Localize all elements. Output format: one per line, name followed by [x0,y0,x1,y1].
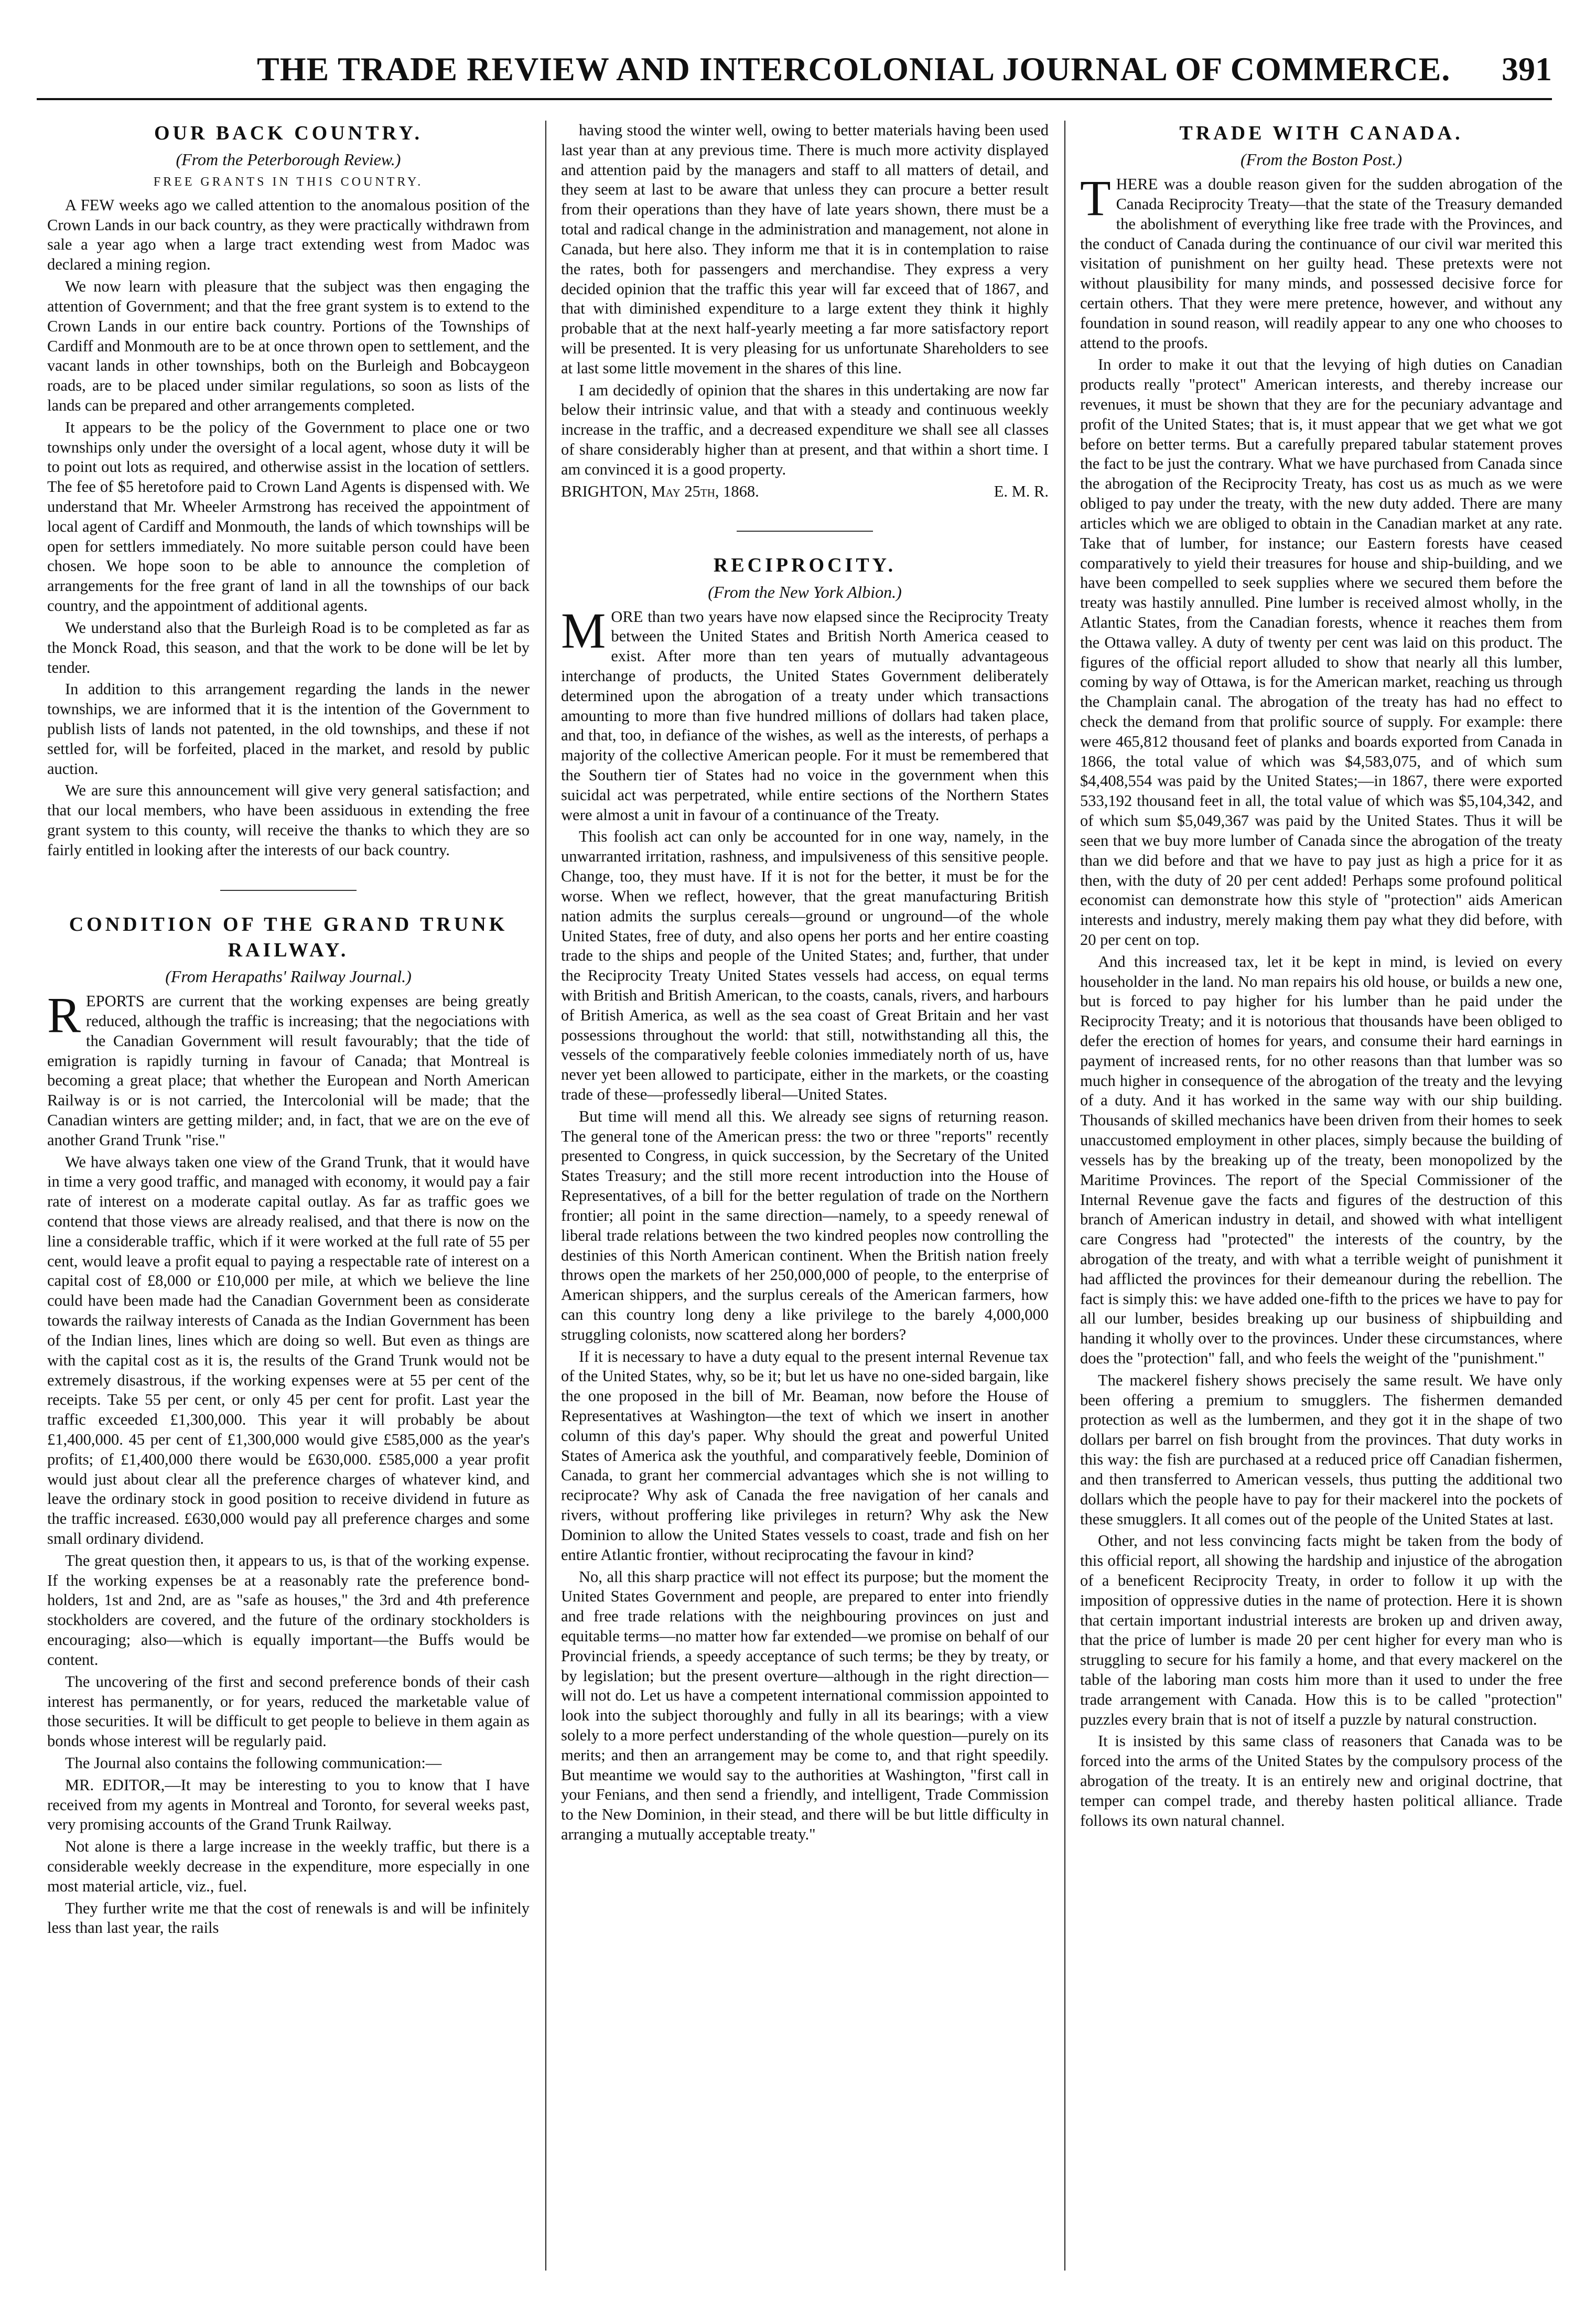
paragraph: No, all this sharp practice will not effect its purpose; but the moment the United States Government and people, are prepared to enter into friendly and free trade relations with the neighbouring provinces on just and equitable terms—no matter how far extended—we promise on behalf of our Provincial friends, a speedy acceptance of such terms; be they by treaty, or by legislation; but the present overture—although in the right direction—will not do. Let us have a competent international commission appointed to look into the subject thoroughly and fully in all its bearings; with a view solely to a more perfect understanding of the whole question—purely on its merits; and then an arrangement may be come to, and that right speedily. But meantime we would say to the authorities at Washington, "first call in your Fenians, and then send a friendly, and intelligent, Trade Commission to the New Dominion, in their stead, and there will be but little difficulty in arranging a mutually acceptable treaty." [561,1567,1049,1844]
article-source: (From the Peterborough Review.) [176,150,401,169]
article-separator [220,890,357,891]
journal-title: THE TRADE REVIEW AND INTERCOLONIAL JOURNAL OF COMMERCE. [257,50,1451,88]
paragraph: having stood the winter well, owing to better materials having been used last year than at any previous time. There is much more activity displayed and attention paid by the managers and staff to all matters of detail, and they seem at last to be aware that unless they can procure a better result from their operations than they have of late years shown, there must be a total and radical change in the administration and management, not alone in Canada, but here also. They inform me that it is in contemplation to raise the rates, both for passengers and merchandise. They express a very decided opinion that the traffic this year will far exceed that of 1867, and that with diminished expenditure to a large extent they think it highly probable that at the next half-yearly meeting a far more satisfactory report will be presented. It is very pleasing for us unfortunate Shareholders to see at last some little movement in the shares of this line. [561,121,1049,377]
article-separator [737,531,873,532]
header-rule [37,98,1552,100]
paragraph: I am decidedly of opinion that the shares in this undertaking are now far below their intrinsic value, and that with a steady and continuous weekly increase in the traffic, and a decreased expenditure we shall see all classes of share considerably higher than at present, and that within a short time. I am convinced it is a good property. [561,381,1049,478]
paragraph: It appears to be the policy of the Government to place one or two townships only under the oversight of a local agent, whose duty it will be to point out lots as required, and otherwise assist in the location of settlers. The fee of $5 heretofore paid to Crown Land Agents is dispensed with. We understand that Mr. Wheeler Armstrong has received the appointment of local agent of Cardiff and Monmouth, the lands of which townships will be open for settlers immediately. No more suitable person could have been chosen. We hope soon to be able to announce the completion of arrangements for the free grant of land in all the townships of our back country, and the appointment of additional agents. [47,418,530,615]
paragraph-text: HERE was a double reason given for the sudden abrogation of the Canada Reciprocity Treaty—that the state of the Treasury demanded the abolishment of everything like free trade with the Provinces, and the conduct of Canada during the continuance of our civil war merited this visitation of punishment on her guilty head. These pretexts were not without plausibility for many minds, and possessed decisive force for certain others. That they were mere pretence, however, and without any foundation in sound reason, will readily appear to any one who chooses to attend to the proofs. [1080,175,1562,352]
paragraph [1080,170,1562,353]
article [1080,121,1562,1831]
paragraph: A FEW weeks ago we called attention to the anomalous position of the Crown Lands in our back country, as they were practically withdrawn from sale a year ago when a large tract extending west from Madoc was declared a mining region. [47,196,530,274]
article [561,121,1049,501]
paragraph: In order to make it out that the levying of high duties on Canadian products really "protect" American interests, and thereby increase our revenues, it must be shown that they are for the pecuniary advantage and profit of the United States; that is, it must appear that we get what we got before on better terms. But a carefully prepared tabular statement proves the fact to be just the contrary. What we have purchased from Canada since the abrogation of the Reciprocity Treaty, has cost us as much as we were obliged to pay under the treaty, with the new duty added. There are many articles which we are obliged to obtain in the Canadian market at any rate. Take that of lumber, for instance; our Eastern forests have ceased comparatively to yield their treasures for house and ship-building, and we have been compelled to seek supplies where we secured them before the treaty was hastily annulled. Pine lumber is received almost wholly, in the Atlantic States, from the Canadian forests, whence it reaches them from the Ottawa valley. A duty of twenty per cent was laid on this product. The figures of the official report alluded to show that nearly all this lumber, coming by way of Ottawa, is for the American market, reaching us through the Champlain canal. The abrogation of the treaty has had no effect to check the demand from that prolific source of supply. For example: there were 465,812 thousand feet of planks and boards exported from Canada in 1866, the total value of which was $4,583,075, and of which sum $4,408,554 was paid by the United States;—in 1867, there were exported 533,192 thousand feet in all, the total value of which was $5,104,342, and of which sum $5,049,367 was paid by the United States. Thus it will be seen that we buy more lumber of Canada since the abrogation of the treaty than we did before and that we have to pay just as high a price for it as then, with the duty of 20 per cent added! Perhaps some profound political economist can demonstrate how this style of "protection" aids American interests and industry, merely making them pay what they did before, with 20 per cent on top. [1080,356,1562,949]
drop-cap: M [561,602,606,659]
paragraph: They further write me that the cost of renewals is and will be infinitely less than last year, the rails [47,1899,530,1937]
article-source: (From Herapaths' Railway Journal.) [165,967,412,986]
article-title: CONDITION OF THE GRAND TRUNK RAILWAY. [69,913,508,962]
paragraph [47,987,530,1150]
paragraph: It is insisted by this same class of reasoners that Canada was to be forced into the arms of the United States by the compulsory process of the abrogation of the treaty. It is an entirely new and original doctrine, that temper can compel trade, and thereby hasten political alliance. Trade follows its own natural channel. [1080,1732,1562,1830]
article [47,121,530,860]
paragraph: In addition to this arrangement regarding the lands in the newer townships, we are informed that it is the intention of the Government to publish lists of lands not patented, in the old townships, and these if not settled for, will be forfeited, placed in the market, and resold by public auction. [47,680,530,778]
article-subtitle: FREE GRANTS IN THIS COUNTRY. [153,175,424,189]
article-source: (From the New York Albion.) [708,582,902,601]
paragraph: This foolish act can only be accounted for in one way, namely, in the unwarranted irritation, rashness, and impulsiveness of this sensitive people. Change, too, they must have. If it is not for the better, it must be for the worse. When we reflect, however, that the great manufacturing British nation admits the surplus cereals—ground or unground—of the whole United States, free of duty, and also opens her ports and her entire coasting trade to the ships and people of the United States; and, further, that under the Reciprocity Treaty United States vessels had access, on equal terms with British and British American, to the coasts, canals, rivers, and harbours of British America, as well as the sea coast of Great Britain and her vast possessions throughout the world: that still, notwithstanding all this, the vessels of the comparatively feeble colonies immediately north of us, have never yet been allowed to participate, either in the markets, or the coasting trade of these—professedly liberal—United States. [561,827,1049,1103]
paragraph: The uncovering of the first and second preference bonds of their cash interest has permanently, or for years, reduced the marketable value of those securities. It will be difficult to get people to believe in them again as bonds whose interest will be regularly paid. [47,1672,530,1750]
page-number: 391 [1502,50,1552,88]
column-3 [1080,121,1562,2286]
paragraph: If it is necessary to have a duty equal to the present internal Revenue tax of the United States, why, so be it; but let us have no one-sided bargain, like the one proposed in the bill of Mr. Beaman, now before the House of Representatives at Washington—the text of which we insert in another column of this day's paper. Why should the great and powerful United States of America ask the youthful, and comparatively feeble, Dominion of Canada, to grant her commercial advantages which she is not willing to reciprocate? Why ask of Canada the free navigation of her canals and rivers, without proffering like privileges in return? Why ask the New Dominion to allow the United States vessels to coast, trade and fish on her entire Atlantic frontier, without reciprocating the favour in kind? [561,1347,1049,1564]
column-2 [561,121,1049,2286]
paragraph: We are sure this announcement will give very general satisfaction; and that our local members, who have been assiduous in extending the free grant system to this county, will receive the thanks to which they are so fairly entitled in looking after the interests of our back country. [47,781,530,859]
paragraph: But time will mend all this. We already see signs of returning reason. The general tone of the American press: the two or three "reports" recently presented to Congress, in quick succession, by the Secretary of the United States Treasury; and the still more recent introduction into the House of Representatives, of a bill for the better regulation of trade on the Northern frontier; all point in the same direction—namely, to a speedy renewal of liberal trade relations between the two kindred peoples now controlling the destinies of this North American continent. When the British nation freely throws open the markets of her 250,000,000 of people, to the enterprise of American shippers, and the surplus cereals of the American farmers, how can this country long deny a like privilege to the barely 4,000,000 struggling colonists, now scattered along her borders? [561,1107,1049,1343]
paragraph: MR. EDITOR,—It may be interesting to you to know that I have received from my agents in Montreal and Toronto, for several weeks past, very promising accounts of the Grand Trunk Railway. [47,1776,530,1834]
paragraph: The Journal also contains the following communication:— [65,1754,442,1772]
paragraph: The great question then, it appears to us, is that of the working expense. If the working expenses be at a reasonably rate the preference bond-holders, 1st and 2nd, are as "safe as houses," the 3rd and 4th preference stockholders are covered, and the future of the ordinary stockholders is encouraging; also—which is equally important—the Buffs would be content. [47,1551,530,1669]
signoff-signature: E. M. R. [994,482,1049,500]
article [47,912,530,1939]
article-title: OUR BACK COUNTRY. [154,122,423,144]
page-header [37,50,1552,107]
article-title: RECIPROCITY. [713,554,897,577]
paragraph: Not alone is there a large increase in the weekly traffic, but there is a considerable weekly decrease in the expenditure, more especially in one most material article, viz., fuel. [47,1837,530,1895]
drop-cap: T [1080,170,1111,227]
paragraph: We now learn with pleasure that the subject was then engaging the attention of Government; and that the free grant system is to extend to the Crown Lands in our entire back country. Portions of the Townships of Cardiff and Monmouth are to be at once thrown open to settlement, and the vacant lands in other townships, both on the Burleigh and Bobcaygeon roads, are to be placed under similar regulations, so soon as lists of the lands can be prepared and other arrangements completed. [47,277,530,414]
paragraph: We have always taken one view of the Grand Trunk, that it would have in time a very good traffic, and managed with economy, it would pay a fair rate of interest on a moderate capital outlay. As far as traffic goes we contend that those views are already realised, and that there is now on the line a considerable traffic, which if it were worked at the full rate of 55 per cent, would leave a profit equal to paying a respectable rate of interest on a capital cost of £8,000 or £10,000 per mile, at which we believe the line could have been made had the Canadian Government been as considerate towards the railway interests of Canada as the Indian Government has been of the Indian lines, lines which are doing so well. But even as things are with the capital cost as it is, the results of the Grand Trunk would not be extremely disastrous, if the working expenses were at 55 per cent of the receipts. Take 55 per cent, or only 45 per cent for profit. Last year the traffic exceeded £1,300,000. This year it will probably be about £1,400,000. 45 per cent of £1,300,000 would give £585,000 as the year's profits; of £1,400,000 there would be £630,000. £585,000 a year profit would just about clear all the preference charges of whatever kind, and leave the ordinary stock in good position to receive dividend in future as the traffic increased. £630,000 would pay all preference charges and some small ordinary dividend. [47,1153,530,1548]
article [561,553,1049,1844]
signoff-place: BRIGHTON, May 25th, 1868. [561,482,759,500]
paragraph: Other, and not less convincing facts might be taken from the body of this official report, all showing the hardship and injustice of the abrogation of a beneficent Reciprocity Treaty, in order to follow it up with the imposition of oppressive duties in the name of protection. Here it is shown that certain important industrial interests are broken up and driven away, that the price of lumber is made 20 per cent higher for every man who is struggling to secure for his family a home, and that every mackerel on the table of the laboring man costs him more than it used to under the free trade arrangement with Canada. How this is to be called "protection" puzzles every brain that is not of itself a puzzle by natural construction. [1080,1532,1562,1728]
article-signoff [561,482,1049,502]
column-1 [47,121,530,2281]
column-divider [545,121,546,2271]
article-title: TRADE WITH CANADA. [1179,122,1463,144]
paragraph-text: ORE than two years have now elapsed since the Reciprocity Treaty between the United States and British North America ceased to exist. After more than ten years of mutually advantageous interchange of products, the United States Government deliberately determined upon the abrogation of a treaty under which transactions amounting to more than five hundred millions of dollars had taken place, and that, too, in defiance of the wishes, as well as the interests, of perhaps a majority of the collective American people. For it must be remembered that the Southern tier of States had no voice in the government when this suicidal act was perpetrated, while entire sections of the Northern States were almost a unit in favour of a continuance of the Treaty. [561,607,1049,824]
article-source: (From the Boston Post.) [1240,150,1403,169]
column-divider [1064,121,1065,2271]
paragraph [561,602,1049,825]
paragraph: The mackerel fishery shows precisely the same result. We have only been offering a premium to smugglers. The fishermen demanded protection as well as the lumbermen, and they got it in the shape of two dollars per barrel on fish brought from the provinces. That duty works in this way: the fish are purchased at a reduced price off Canadian fishermen, and then transferred to American vessels, thus putting the additional two dollars which the people have to pay for their mackerel into the pockets of these smugglers. It all comes out of the people of the United States at last. [1080,1371,1562,1528]
paragraph: We understand also that the Burleigh Road is to be completed as far as the Monck Road, this season, and that the work to be done will be let by tender. [47,618,530,676]
paragraph: And this increased tax, let it be kept in mind, is levied on every householder in the land. No man repairs his old house, or builds a new one, but is forced to pay higher for his lumber than he paid under the Reciprocity Treaty; and it is notorious that thousands have been obliged to defer the erection of homes for years, and consume their hard earnings in payment of increased rents, for no other reasons than that lumber was so much higher in consequence of the abrogation of the treaty and the levying of a duty. And it has worked in the same way with our ship building. Thousands of skilled mechanics have been driven from their homes to seek unaccustomed employment in other places, simply because the building of vessels has by the breaking up of the treaty, been monopolized by the Maritime Provinces. The report of the Special Commissioner of the Internal Revenue gave the facts and figures of the destruction of this branch of American industry in detail, and showed with what intelligent care Congress had "protected" the interests of the country, by the abrogation of the treaty, and with what a terrible weight of punishment it had afflicted the provinces for their demeanour during the rebellion. The fact is simply this: we have added one-fifth to the prices we have to pay for all our lumber, besides breaking up our business of shipbuilding and handing it wholly over to the provinces. Under these circumstances, where does the "protection" fall, and who feels the weight of the "punishment." [1080,952,1562,1367]
drop-cap: R [47,987,81,1044]
paragraph-text: EPORTS are current that the working expenses are being greatly reduced, although the traffic is increasing; that the negociations with the Canadian Government will result favourably; that the tide of emigration is rapidly turning in favour of Canada; that Montreal is becoming a great place; that whether the European and North American Railway is or is not carried, the Intercolonial will be made; that the Canadian winters are getting milder; and, in fact, that we are on the eve of another Grand Trunk "rise." [47,992,530,1149]
